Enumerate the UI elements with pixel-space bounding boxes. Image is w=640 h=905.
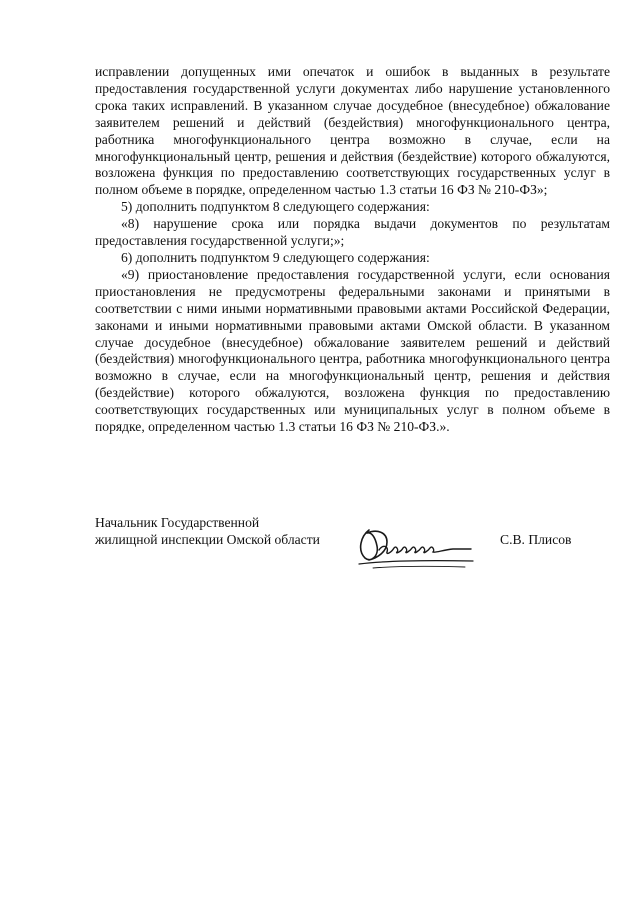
- signer-name: С.В. Плисов: [500, 532, 572, 547]
- signer-position-line2: жилищной инспекции Омской области: [95, 532, 320, 547]
- signature-block: [95, 514, 610, 574]
- paragraph-item-6: 6) дополнить подпунктом 9 следующего содержания:: [121, 249, 430, 265]
- paragraph-subitem-8: «8) нарушение срока или порядка выдачи документов по результатам предоставления государственной услуги;»;: [95, 216, 610, 249]
- paragraph-continuation: исправлении допущенных ими опечаток и ошибок в выданных в результате предоставления государственной услуги документах либо нарушение установленного срока таких исправлений. В указанном случае досудебное (внесудебное) обжалование заявителем решений и действий (бездействия) многофункционального центра, работника многофункционального центра возможно в случае, если на многофункциональный центр, решения и действия (бездействие) которого обжалуются, возложена функция по предоставлению соответствующих государственных услуг в полном объеме в порядке, определенном частью 1.3 статьи 16 ФЗ № 210-ФЗ»;: [95, 64, 610, 198]
- handwritten-signature: [353, 520, 475, 572]
- document-body: [95, 64, 610, 436]
- paragraph-item-5: 5) дополнить подпунктом 8 следующего содержания:: [121, 199, 430, 215]
- signer-position-line1: Начальник Государственной: [95, 515, 260, 530]
- paragraph-subitem-9: «9) приостановление предоставления государственной услуги, если основания приостановления не предусмотрены федеральными законами и принятыми в соответствии с ними иными нормативными правовыми актами Российской Федерации, законами и иными нормативными правовыми актами Омской области. В указанном случае досудебное (внесудебное) обжалование заявителем решений и действий (бездействия) многофункционального центра, работника многофункционального центра возможно в случае, если на многофункциональный центр, решения и действия (бездействие) которого обжалуются, возложена функция по предоставлению соответствующих государственных или муниципальных услуг в полном объеме в порядке, определенном частью 1.3 статьи 16 ФЗ № 210-ФЗ.».: [95, 266, 610, 435]
- signer-position: [95, 514, 320, 548]
